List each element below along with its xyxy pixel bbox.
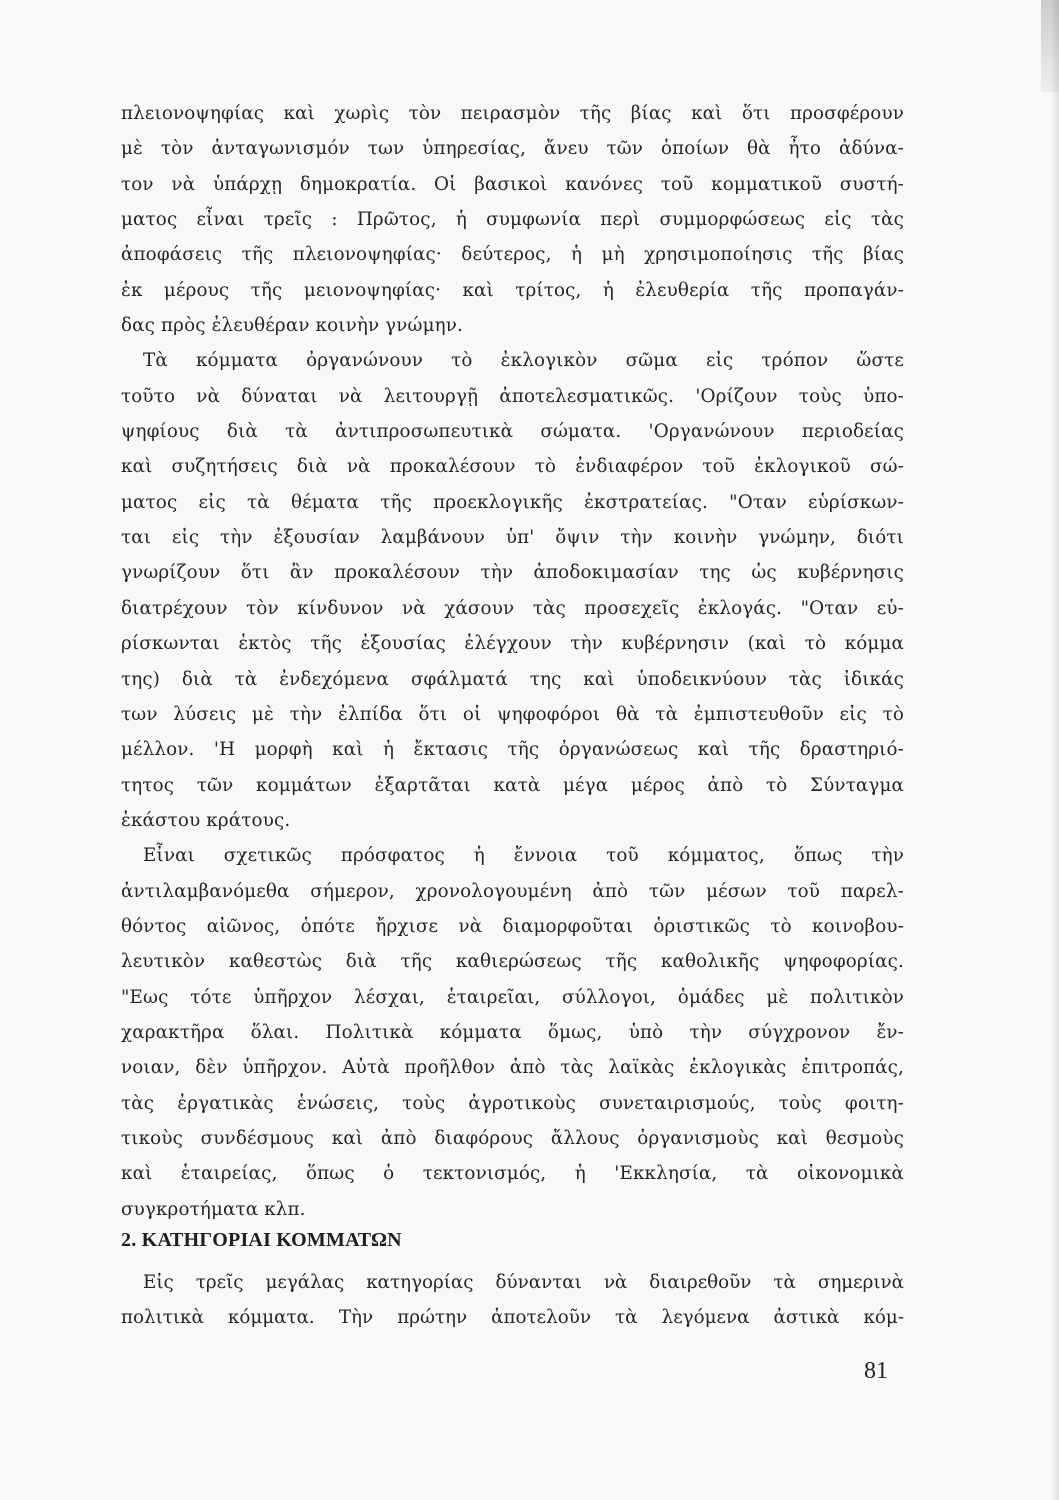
text-line: τον νὰ ὑπάρχῃ δημοκρατία. Οἱ βασικοὶ κανόνες τοῦ κομματικοῦ συστή- — [121, 173, 904, 195]
section-heading: 2. ΚΑΤΗΓΟΡΙΑΙ ΚΟΜΜΑΤΩΝ — [121, 1229, 402, 1251]
text-line: καὶ ἑταιρείας, ὅπως ὁ τεκτονισμός, ἡ 'Εκκλησία, τὰ οἰκονομικὰ — [121, 1163, 904, 1185]
text-line: των λύσεις μὲ τὴν ἐλπίδα ὅτι οἱ ψηφοφόροι θὰ τὰ ἐμπιστευθοῦν εἰς τὸ — [121, 703, 904, 725]
text-line: τητος τῶν κομμάτων ἐξαρτᾶται κατὰ μέγα μέρος ἀπὸ τὸ Σύνταγμα — [121, 774, 904, 796]
text-line: ματος εἰς τὰ θέματα τῆς προεκλογικῆς ἐκστρατείας. "Οταν εὑρίσκων- — [121, 491, 904, 513]
text-line: συγκροτήματα κλπ. — [121, 1198, 306, 1220]
page-number: 81 — [864, 1358, 888, 1384]
text-line: γνωρίζουν ὅτι ἂν προκαλέσουν τὴν ἀποδοκιμασίαν της ὡς κυβέρνησις — [121, 562, 904, 584]
text-line: ματος εἶναι τρεῖς : Πρῶτος, ἡ συμφωνία περὶ συμμορφώσεως εἰς τὰς — [121, 209, 904, 231]
text-line: Εἶναι σχετικῶς πρόσφατος ἡ ἔννοια τοῦ κόμματος, ὅπως τὴν — [143, 845, 904, 867]
page-corner-mark — [1041, 0, 1059, 92]
text-line: θόντος αἰῶνος, ὁπότε ἤρχισε νὰ διαμορφοῦται ὁριστικῶς τὸ κοινοβου- — [121, 915, 904, 937]
text-line: ἀποφάσεις τῆς πλειονοψηφίας· δεύτερος, ἡ μὴ χρησιμοποίησις τῆς βίας — [121, 244, 904, 266]
text-line: τοῦτο νὰ δύναται νὰ λειτουργῇ ἀποτελεσματικῶς. 'Ορίζουν τοὺς ὑπο- — [121, 385, 904, 407]
text-line: νοιαν, δὲν ὑπῆρχον. Αὐτὰ προῆλθον ἀπὸ τὰς λαϊκὰς ἐκλογικὰς ἐπιτροπάς, — [121, 1057, 904, 1079]
text-line: μέλλον. 'Η μορφὴ καὶ ἡ ἔκτασις τῆς ὀργανώσεως καὶ τῆς δραστηριό- — [121, 739, 904, 761]
text-line: πολιτικὰ κόμματα. Τὴν πρώτην ἀποτελοῦν τὰ λεγόμενα ἀστικὰ κόμ- — [121, 1307, 904, 1329]
text-line: ται εἰς τὴν ἐξουσίαν λαμβάνουν ὑπ' ὄψιν τὴν κοινὴν γνώμην, διότι — [121, 527, 904, 549]
text-line: ἑκάστου κράτους. — [121, 809, 291, 831]
main-text-block — [121, 96, 904, 1227]
section-text-block — [121, 1265, 904, 1336]
text-line: ἐκ μέρους τῆς μειονοψηφίας· καὶ τρίτος, ἡ ἐλευθερία τῆς προπαγάν- — [121, 279, 904, 301]
text-line: Εἰς τρεῖς μεγάλας κατηγορίας δύνανται νὰ διαιρεθοῦν τὰ σημερινὰ — [143, 1272, 904, 1293]
text-line: λευτικὸν καθεστὼς διὰ τῆς καθιερώσεως τῆς καθολικῆς ψηφοφορίας. — [121, 951, 904, 973]
text-line: ψηφίους διὰ τὰ ἀντιπροσωπευτικὰ σώματα. 'Οργανώνουν περιοδείας — [121, 421, 904, 443]
text-line: καὶ συζητήσεις διὰ νὰ προκαλέσουν τὸ ἐνδιαφέρον τοῦ ἐκλογικοῦ σώ- — [121, 456, 904, 478]
text-line: Τὰ κόμματα ὀργανώνουν τὸ ἐκλογικὸν σῶμα εἰς τρόπον ὥστε — [143, 350, 904, 372]
text-line: διατρέχουν τὸν κίνδυνον νὰ χάσουν τὰς προσεχεῖς ἐκλογάς. "Οταν εὑ- — [121, 597, 904, 619]
text-line: χαρακτῆρα ὅλαι. Πολιτικὰ κόμματα ὅμως, ὑπὸ τὴν σύγχρονον ἔν- — [121, 1021, 904, 1043]
text-line: πλειονοψηφίας καὶ χωρὶς τὸν πειρασμὸν τῆς βίας καὶ ὅτι προσφέρουν — [121, 103, 904, 124]
text-line: τὰς ἐργατικὰς ἑνώσεις, τοὺς ἀγροτικοὺς συνεταιρισμούς, τοὺς φοιτη- — [121, 1092, 904, 1114]
page-edge-shadow — [1051, 0, 1059, 1500]
text-line: τικοὺς συνδέσμους καὶ ἀπὸ διαφόρους ἄλλους ὀργανισμοὺς καὶ θεσμοὺς — [121, 1127, 904, 1149]
text-line: "Εως τότε ὑπῆρχον λέσχαι, ἑταιρεῖαι, σύλλογοι, ὁμάδες μὲ πολιτικὸν — [121, 986, 904, 1008]
text-line: της) διὰ τὰ ἐνδεχόμενα σφάλματά της καὶ ὑποδεικνύουν τὰς ἰδικάς — [121, 668, 904, 690]
text-line: ἀντιλαμβανόμεθα σήμερον, χρονολογουμένη ἀπὸ τῶν μέσων τοῦ παρελ- — [121, 880, 904, 902]
text-line: μὲ τὸν ἀνταγωνισμόν των ὑπηρεσίας, ἄνευ τῶν ὁποίων θὰ ἦτο ἀδύνα- — [121, 138, 904, 160]
text-line: δας πρὸς ἐλευθέραν κοινὴν γνώμην. — [121, 315, 463, 337]
text-line: ρίσκωνται ἐκτὸς τῆς ἐξουσίας ἐλέγχουν τὴν κυβέρνησιν (καὶ τὸ κόμμα — [121, 633, 904, 655]
